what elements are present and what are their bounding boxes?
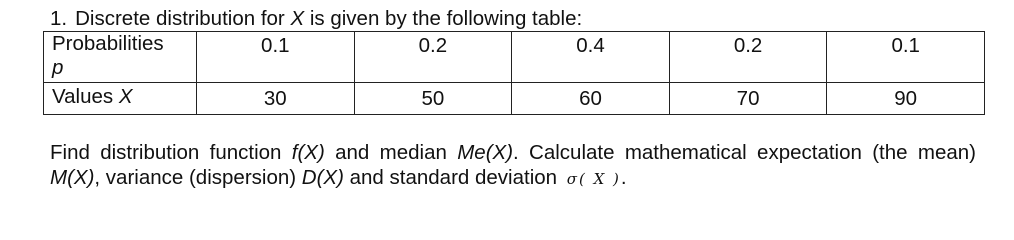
title-text-after: is given by the following table: [304,7,583,30]
task-text: and median [324,141,458,164]
task-text: Find distribution function [50,141,292,164]
value-cell: 30 [197,83,355,115]
value-cell: 60 [512,83,670,115]
task-text: and standard deviation [343,166,563,189]
probability-cell: 0.2 [669,32,827,83]
probabilities-row [44,32,985,83]
title-variable: X [290,7,305,30]
distribution-function-term: f(X) [291,141,325,164]
probability-cell: 0.1 [197,32,355,83]
task-paragraph [50,140,976,192]
values-symbol: X [118,85,133,108]
task-text: . [620,166,627,189]
values-row [44,83,985,115]
probabilities-label: Probabilities [52,32,164,55]
probabilities-header [44,32,197,83]
problem-number: 1. [50,7,68,30]
expectation-term: M(X) [50,166,95,189]
probability-cell: 0.1 [827,32,985,83]
task-text: , variance (dispersion) [94,166,302,189]
variance-term: D(X) [301,166,344,189]
values-label: Values [52,85,119,108]
value-cell: 70 [669,83,827,115]
standard-deviation-symbol: σ( X ) [566,170,621,188]
probability-symbol: p [52,56,64,79]
probability-cell: 0.2 [354,32,512,83]
value-cell: 90 [827,83,985,115]
task-text: . Calculate mathematical expectation (the mean) [513,141,976,164]
probability-cell: 0.4 [512,32,670,83]
distribution-table [43,31,985,115]
title-text-before: Discrete distribution for [75,7,291,30]
median-term: Me(X) [457,141,514,164]
value-cell: 50 [354,83,512,115]
problem-title [50,6,582,32]
values-header [44,83,197,115]
